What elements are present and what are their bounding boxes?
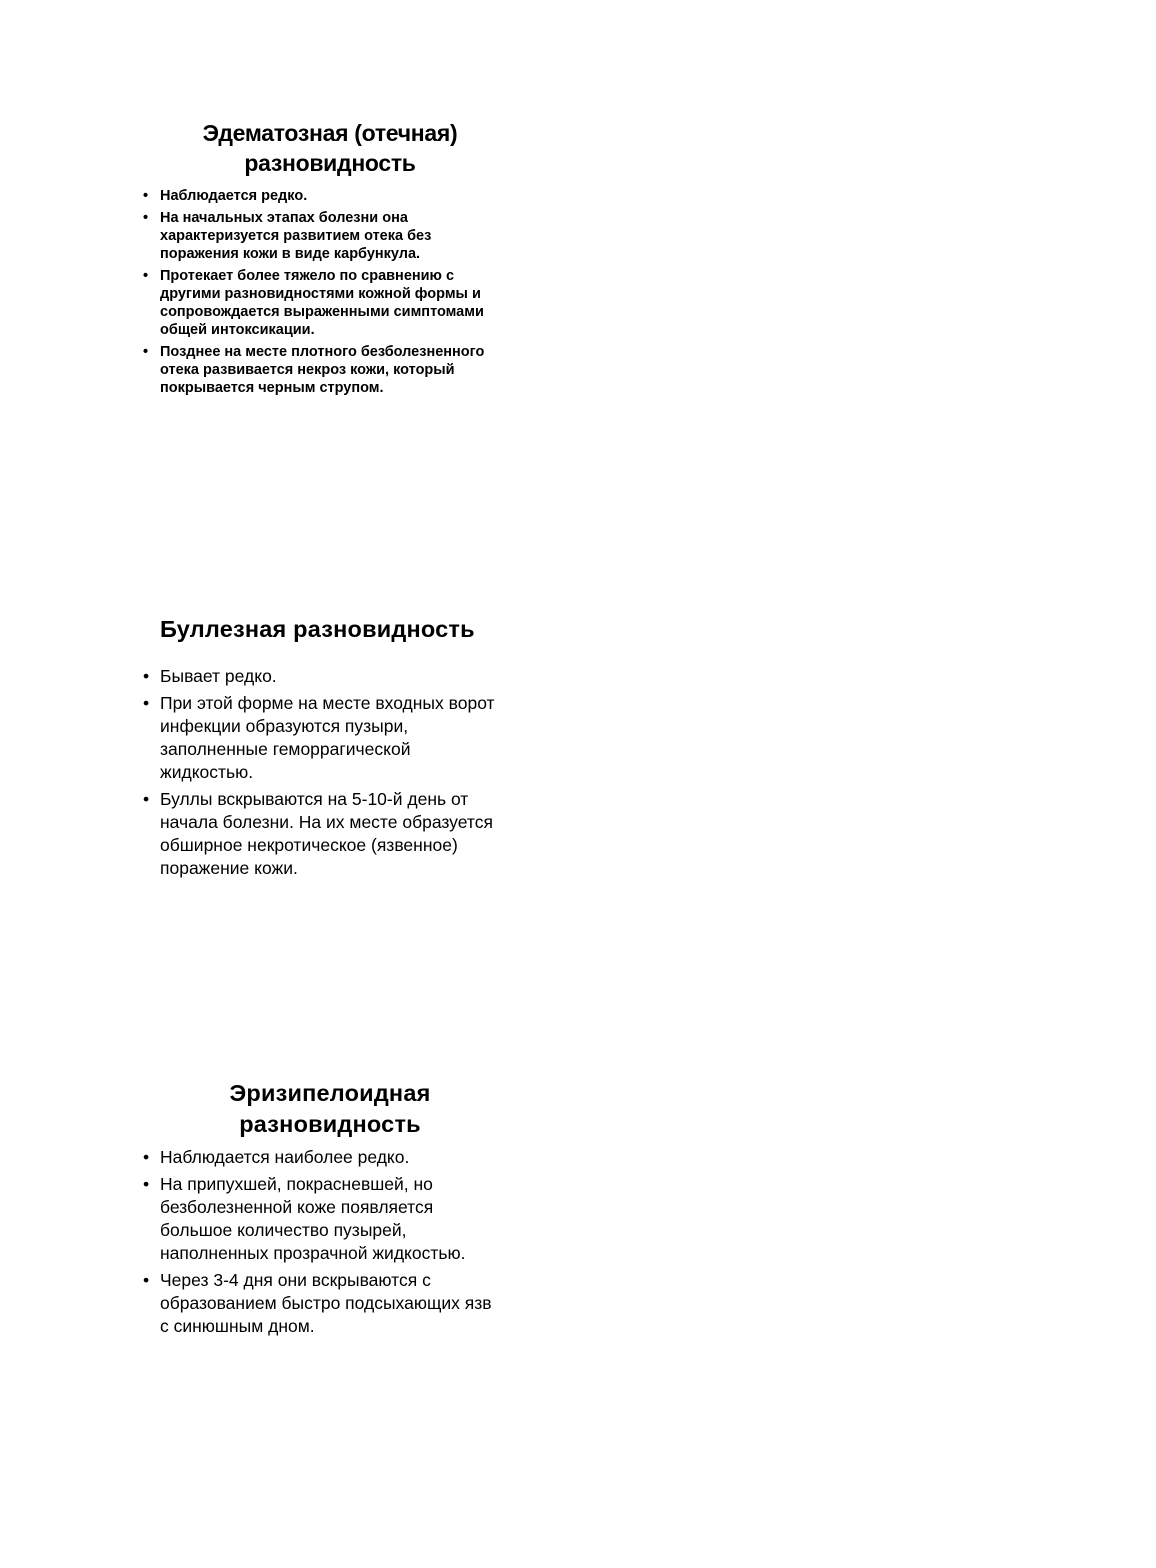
section-title [140,1078,520,1140]
section-erysipeloid [140,1078,520,1342]
section-title-line-1: Буллезная разновидность [160,616,475,642]
section-bullous [140,613,520,884]
list-item: • Наблюдается редко. [140,187,520,205]
list-item: • На начальных этапах болезни она характеризуется развитием отека без поражения кожи в виде карбункула. [140,209,520,263]
list-item: • На припухшей, покрасневшей, но безболезненной коже появляется большое количество пузырей, наполненных прозрачной жидкостью. [140,1173,520,1265]
bullet-list [140,665,520,880]
bullet-list [140,187,520,397]
bullet-list [140,1146,520,1338]
list-item: • При этой форме на месте входных ворот инфекции образуются пузыри, заполненные геморрагической жидкостью. [140,692,520,784]
list-item: • Позднее на месте плотного безболезненного отека развивается некроз кожи, который покрывается черным струпом. [140,343,520,397]
section-title-line-2: разновидность [239,1111,421,1137]
section-title [140,613,520,645]
section-edematous [140,118,520,401]
list-item: • Через 3-4 дня они вскрываются с образованием быстро подсыхающих язв с синюшным дном. [140,1269,520,1338]
list-item: • Протекает более тяжело по сравнению с другими разновидностями кожной формы и сопровождается выраженными симптомами общей интоксикации. [140,267,520,339]
section-title-line-1: Эризипелоидная [229,1080,431,1106]
section-title [140,118,520,178]
list-item: • Буллы вскрываются на 5-10-й день от начала болезни. На их месте образуется обширное некротическое (язвенное) поражение кожи. [140,788,520,880]
list-item: • Бывает редко. [140,665,520,688]
list-item: • Наблюдается наиболее редко. [140,1146,520,1169]
section-title-line-1: Эдематозная (отечная) [202,120,458,146]
section-title-line-2: разновидность [244,150,416,176]
